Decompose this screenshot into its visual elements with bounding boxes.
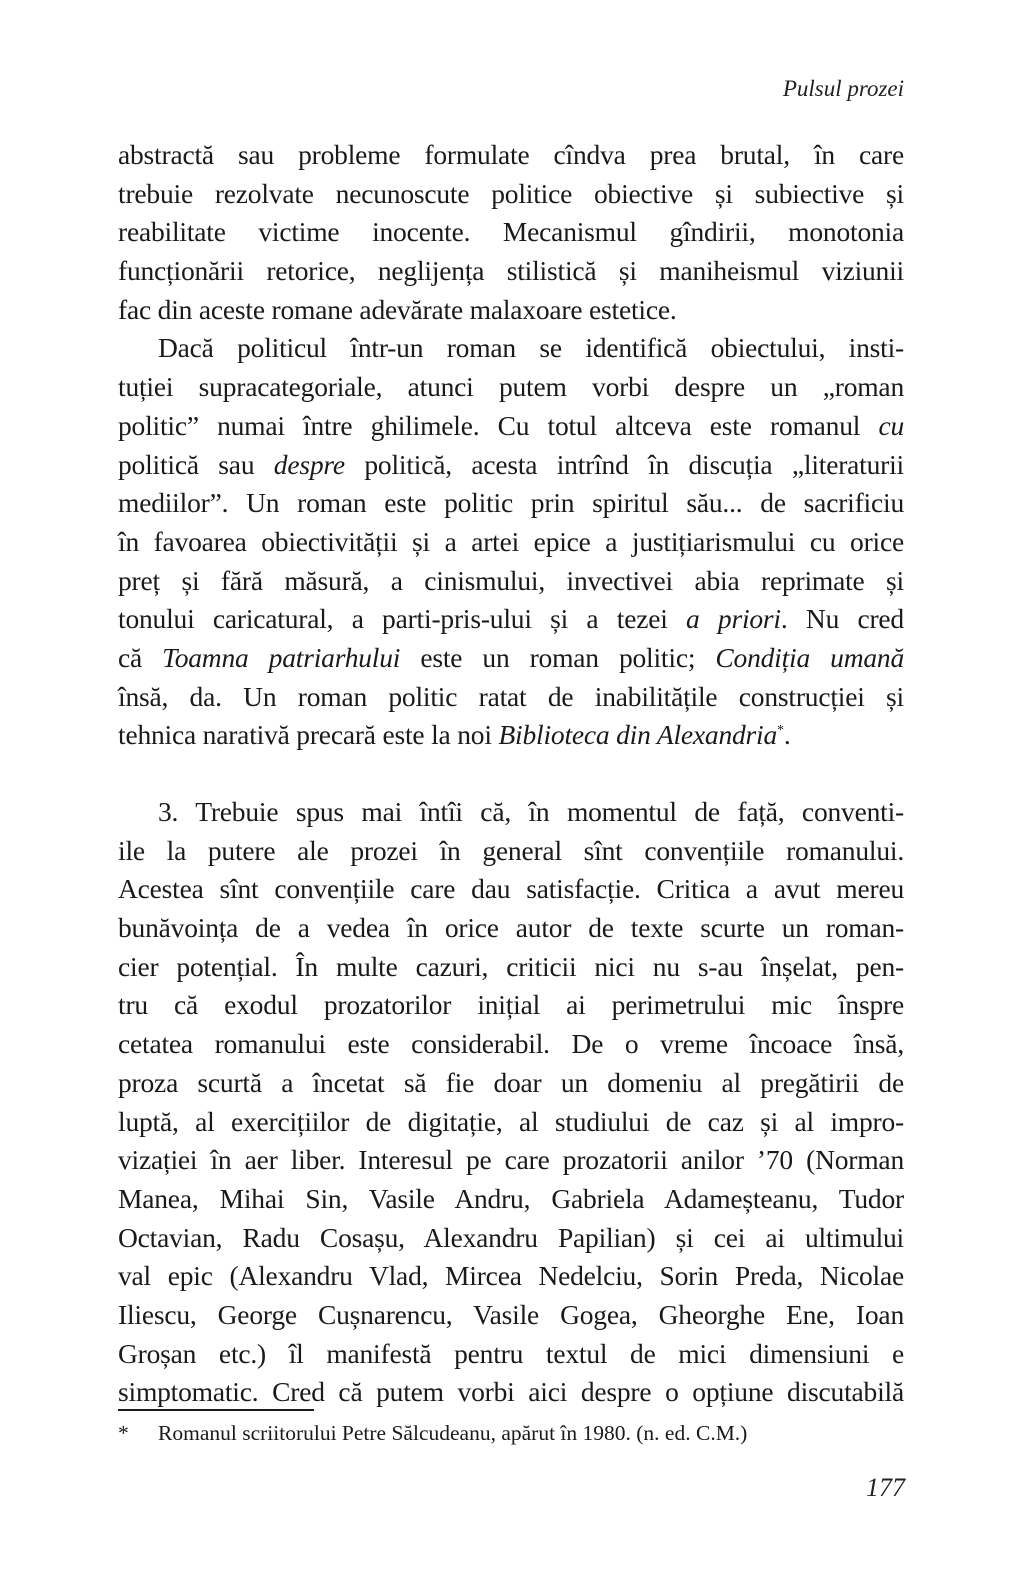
text-line [118, 948, 904, 987]
text-segment: proza scurtă a încetat să fie doar un domeniu al pregătirii de [118, 1066, 904, 1098]
italic-title-text: cu [878, 409, 904, 441]
text-segment: bunăvoința de a vedea în orice autor de texte scurte un roman- [118, 912, 904, 944]
text-segment: Groșan etc.) îl manifestă pentru textul de mici dimensiuni e [118, 1337, 904, 1369]
text-line [118, 136, 904, 175]
text-segment: tonului caricatural, a parti-pris-ului și a tezei [118, 603, 686, 635]
text-segment: tuției supracategoriale, atunci putem vorbi despre un „roman [118, 371, 904, 403]
text-segment: politică sau [118, 448, 274, 480]
text-segment: Dacă politicul într-un roman se identifică obiectului, insti- [158, 332, 904, 364]
text-segment: că [118, 641, 163, 673]
text-line [118, 639, 904, 678]
text-line [118, 600, 904, 639]
footnote-reference-mark: * [777, 723, 784, 739]
text-segment: politică, acesta intrînd în discuția „literaturii [344, 448, 904, 480]
italic-title-text: a priori [686, 603, 781, 635]
text-line [118, 407, 904, 446]
text-line [118, 909, 904, 948]
text-line [118, 1219, 904, 1258]
text-segment: cetatea romanului este considerabil. De o vreme încoace însă, [118, 1028, 904, 1060]
italic-title-text: Condiția umană [715, 641, 905, 673]
paragraph-1 [118, 136, 904, 329]
text-line [118, 1335, 904, 1374]
text-line [118, 793, 904, 832]
text-line [118, 1180, 904, 1219]
italic-title-text: Toamna patriarhului [162, 641, 401, 673]
text-segment: abstractă sau probleme formulate cîndva prea brutal, în care [118, 139, 904, 170]
text-segment: reabilitate victime inocente. Mecanismul gîndirii, monotonia [118, 216, 904, 248]
text-line [118, 329, 904, 368]
text-line [118, 523, 904, 562]
running-head-title: Pulsul prozei [782, 76, 904, 101]
text-line [118, 678, 904, 717]
text-line [118, 1257, 904, 1296]
text-line [118, 368, 904, 407]
page-body-text [118, 136, 904, 1412]
text-segment: luptă, al exercițiilor de digitație, al studiului de caz și al impro- [118, 1105, 904, 1137]
text-segment: Octavian, Radu Cosașu, Alexandru Papilian) și cei ai ultimului [118, 1221, 904, 1253]
text-line [118, 870, 904, 909]
footnote [118, 1418, 908, 1448]
text-segment: preț și fără măsură, a cinismului, invectivei abia reprimate și [118, 564, 904, 596]
text-segment: cier potențial. În multe cazuri, criticii nici nu s-au înșelat, pen- [118, 950, 904, 982]
text-line [118, 484, 904, 523]
footnote-separator-rule [118, 1409, 314, 1411]
text-line [118, 562, 904, 601]
text-segment: mediilor”. Un roman este politic prin spiritul său... de sacrificiu [118, 487, 904, 519]
text-line [118, 1064, 904, 1103]
text-segment: ile la putere ale prozei în general sînt convențiile romanului. [118, 834, 904, 866]
text-line [118, 175, 904, 214]
text-segment: tehnica narativă precară este la noi [118, 719, 499, 751]
text-segment: Acestea sînt convențiile care dau satisfacție. Critica a avut mereu [118, 873, 904, 905]
footnote-marker: * [118, 1421, 129, 1445]
paragraph-3 [118, 793, 904, 1412]
text-line [118, 1025, 904, 1064]
text-segment: . [783, 719, 791, 751]
text-segment: val epic (Alexandru Vlad, Mircea Nedelciu, Sorin Preda, Nicolae [118, 1260, 904, 1292]
text-line [118, 1296, 904, 1335]
page-number: 177 [866, 1473, 905, 1502]
text-line [118, 832, 904, 871]
footnote-text: Romanul scriitorului Petre Sălcudeanu, apărut în 1980. (n. ed. C.M.) [158, 1421, 748, 1445]
paragraph-spacer [118, 755, 904, 793]
text-segment: politic” numai între ghilimele. Cu totul altceva este romanul [118, 409, 879, 441]
text-line [118, 986, 904, 1025]
text-segment: 3. Trebuie spus mai întîi că, în momentul de față, conventi- [158, 796, 904, 827]
paragraph-2 [118, 329, 904, 755]
text-line [118, 1141, 904, 1180]
text-line [118, 291, 904, 330]
text-segment: Manea, Mihai Sin, Vasile Andru, Gabriela Adameșteanu, Tudor [118, 1182, 904, 1214]
text-segment: în favoarea obiectivității și a artei epice a justițiarismului cu orice [118, 525, 904, 557]
text-segment: Iliescu, George Cușnarencu, Vasile Gogea, Gheorghe Ene, Ioan [118, 1298, 904, 1330]
text-segment: fac din aceste romane adevărate malaxoare estetice. [118, 293, 677, 325]
text-line [118, 1103, 904, 1142]
text-segment: însă, da. Un roman politic ratat de inabilitățile construcției și [118, 680, 904, 712]
text-segment: . Nu cred [780, 603, 904, 635]
text-line [118, 252, 904, 291]
text-segment: funcționării retorice, neglijența stilistică și maniheismul viziunii [118, 255, 904, 287]
text-segment: vizației în aer liber. Interesul pe care prozatorii anilor ’70 (Norman [118, 1144, 904, 1176]
text-segment: trebuie rezolvate necunoscute politice obiective și subiective și [118, 177, 904, 209]
text-line [118, 213, 904, 252]
text-segment: este un roman politic; [400, 641, 716, 673]
text-segment: simptomatic. Cred că putem vorbi aici despre o opțiune discutabilă [118, 1376, 904, 1408]
text-line [118, 1373, 904, 1412]
italic-title-text: despre [273, 448, 345, 480]
italic-title-text: Biblioteca din Alexandria [498, 719, 778, 751]
text-segment: tru că exodul prozatorilor inițial ai perimetrului mic înspre [118, 989, 904, 1021]
text-line [118, 446, 904, 485]
text-line [118, 716, 904, 755]
